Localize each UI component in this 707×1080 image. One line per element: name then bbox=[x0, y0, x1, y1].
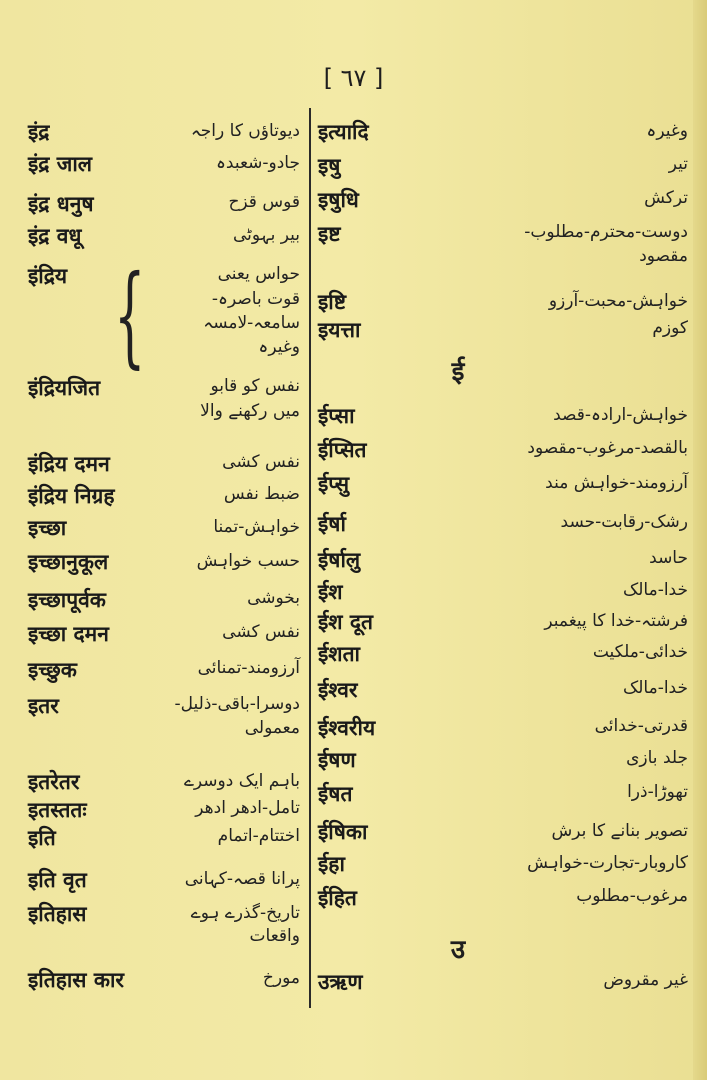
headword: इति वृत bbox=[28, 868, 87, 892]
headword: इतिहास bbox=[28, 902, 87, 926]
headword: ईश्वरीय bbox=[318, 716, 376, 740]
headword: ईहित bbox=[318, 886, 357, 910]
urdu-definition: معمولی bbox=[244, 718, 300, 738]
headword: इंद्रियजित bbox=[28, 376, 101, 400]
urdu-definition: نفس کو قابو bbox=[210, 376, 300, 396]
headword: इषु bbox=[318, 154, 341, 178]
urdu-definition: قدرتی-خدائی bbox=[594, 716, 688, 736]
urdu-definition: خدائی-ملکیت bbox=[592, 642, 688, 662]
urdu-definition: تصویر بنانے کا برش bbox=[551, 821, 688, 841]
headword: ईप्सु bbox=[318, 472, 350, 496]
headword: इतिहास कार bbox=[28, 968, 124, 992]
headword: ईशता bbox=[318, 642, 360, 666]
headword: इच्छानुकूल bbox=[28, 550, 109, 574]
section-letter: उ bbox=[450, 935, 466, 965]
dictionary-entry bbox=[318, 578, 688, 608]
urdu-definition: مورخ bbox=[262, 968, 300, 988]
headword: इंद्रिय bbox=[28, 264, 68, 288]
headword: ईप्सा bbox=[318, 404, 355, 428]
dictionary-entry bbox=[28, 514, 300, 544]
dictionary-entry bbox=[28, 374, 300, 421]
urdu-definition: خواہش-ارادہ-قصد bbox=[553, 405, 688, 425]
headword: इंद्रिय निग्रह bbox=[28, 484, 115, 508]
headword: ईषिका bbox=[318, 820, 368, 844]
dictionary-entry bbox=[28, 450, 300, 480]
dictionary-entry bbox=[318, 470, 688, 500]
headword: ईप्सित bbox=[318, 438, 367, 462]
headword: इच्छापूर्वक bbox=[28, 588, 106, 612]
urdu-definition: کاروبار-تجارت-خواہش bbox=[527, 853, 688, 873]
dictionary-entry bbox=[318, 546, 688, 576]
dictionary-entry bbox=[318, 510, 688, 540]
dictionary-entry bbox=[318, 746, 688, 776]
dictionary-entry bbox=[28, 692, 300, 738]
dictionary-entry bbox=[28, 824, 300, 854]
headword: उऋण bbox=[318, 970, 363, 994]
column-divider bbox=[309, 108, 311, 1008]
headword: ईश दूत bbox=[318, 610, 374, 634]
dictionary-entry bbox=[28, 796, 300, 826]
dictionary-entry bbox=[318, 968, 688, 998]
dictionary-entry bbox=[318, 714, 688, 744]
urdu-definition: واقعات bbox=[249, 926, 300, 946]
headword: ईर्षा bbox=[318, 512, 346, 536]
urdu-definition: تامل-ادھر ادھر bbox=[195, 798, 300, 818]
dictionary-entry bbox=[318, 436, 688, 466]
headword: इतरेतर bbox=[28, 770, 80, 794]
urdu-definition: خدا-مالک bbox=[623, 580, 688, 600]
dictionary-entry bbox=[28, 866, 300, 896]
urdu-definition: نفس کشی bbox=[222, 622, 300, 642]
dictionary-entry bbox=[28, 118, 300, 148]
page-number: [ ٦٧ ] bbox=[323, 64, 384, 92]
headword: इतस्ततः bbox=[28, 798, 87, 822]
dictionary-entry bbox=[318, 186, 688, 216]
headword: ईषत bbox=[318, 782, 353, 806]
headword: इषुधि bbox=[318, 188, 359, 212]
dictionary-entry bbox=[28, 900, 300, 946]
urdu-definition: غیر مقروض bbox=[603, 970, 688, 990]
headword: इच्छुक bbox=[28, 658, 77, 682]
urdu-definition: میں رکھنے والا bbox=[200, 401, 300, 421]
dictionary-entry bbox=[318, 608, 688, 638]
headword: इष्टि bbox=[318, 290, 347, 314]
headword: इंद्र वधू bbox=[28, 224, 82, 248]
urdu-definition: آرزومند-تمنائی bbox=[197, 658, 300, 678]
dictionary-entry bbox=[318, 676, 688, 706]
urdu-definition: سامعہ-لامسہ bbox=[203, 313, 300, 333]
urdu-definition: بخوشی bbox=[247, 588, 300, 608]
urdu-definition: ترکش bbox=[644, 188, 688, 208]
urdu-definition: تھوڑا-ذرا bbox=[627, 782, 688, 802]
urdu-definition: نفس کشی bbox=[222, 452, 300, 472]
urdu-definition: ضبط نفس bbox=[223, 484, 300, 504]
dictionary-entry bbox=[28, 222, 300, 252]
urdu-definition: دوسرا-باقی-ذلیل- bbox=[174, 694, 300, 714]
headword: इतर bbox=[28, 694, 59, 718]
urdu-definition: پرانا قصہ-کہانی bbox=[184, 869, 300, 889]
dictionary-entry bbox=[28, 482, 300, 512]
headword: इंद्रिय दमन bbox=[28, 452, 110, 476]
urdu-definition: آرزومند-خواہش مند bbox=[545, 473, 688, 493]
headword: इत्यादि bbox=[318, 120, 369, 144]
urdu-definition: مقصود bbox=[639, 246, 688, 266]
page-edge bbox=[693, 0, 707, 1080]
dictionary-entry bbox=[318, 850, 688, 880]
section-letter: ई bbox=[451, 357, 465, 387]
urdu-definition: حاسد bbox=[649, 548, 688, 568]
dictionary-entry bbox=[28, 620, 300, 650]
headword: ईषण bbox=[318, 748, 356, 772]
headword: ईहा bbox=[318, 852, 345, 876]
urdu-definition: فرشتہ-خدا کا پیغمبر bbox=[544, 611, 688, 631]
headword: ईश bbox=[318, 580, 343, 604]
urdu-definition: مرغوب-مطلوب bbox=[576, 886, 688, 906]
urdu-definition: دیوتاؤں کا راجہ bbox=[190, 121, 300, 141]
headword: इंद्र धनुष bbox=[28, 192, 94, 216]
dictionary-entry bbox=[28, 768, 300, 798]
urdu-definition: حواس یعنی bbox=[217, 264, 300, 284]
headword: इयत्ता bbox=[318, 318, 361, 342]
urdu-definition: خواہش-تمنا bbox=[213, 517, 300, 537]
urdu-definition: بیر بہوٹی bbox=[232, 225, 300, 245]
urdu-definition: وغیرہ bbox=[258, 337, 300, 357]
dictionary-entry bbox=[28, 190, 300, 220]
dictionary-entry bbox=[318, 288, 688, 318]
headword: इच्छा bbox=[28, 516, 67, 540]
dictionary-entry bbox=[318, 152, 688, 182]
urdu-definition: جلد بازی bbox=[626, 748, 688, 768]
brace-symbol: { bbox=[114, 251, 146, 379]
dictionary-entry bbox=[318, 640, 688, 670]
dictionary-entry bbox=[28, 262, 300, 357]
urdu-definition: وغیرہ bbox=[646, 121, 688, 141]
dictionary-entry bbox=[318, 818, 688, 848]
urdu-definition: رشک-رقابت-حسد bbox=[560, 512, 688, 532]
urdu-definition: قوس قزح bbox=[228, 192, 300, 212]
headword: ईर्षालु bbox=[318, 548, 361, 572]
dictionary-entry bbox=[28, 586, 300, 616]
headword: इच्छा दमन bbox=[28, 622, 109, 646]
dictionary-entry bbox=[28, 966, 300, 996]
dictionary-entry bbox=[318, 220, 688, 266]
dictionary-entry bbox=[28, 548, 300, 578]
headword: ईश्वर bbox=[318, 678, 358, 702]
headword: इति bbox=[28, 826, 56, 850]
urdu-definition: دوست-محترم-مطلوب- bbox=[524, 222, 688, 242]
headword: इंद्र bbox=[28, 120, 50, 144]
urdu-definition: خدا-مالک bbox=[623, 678, 688, 698]
urdu-definition: کوزم bbox=[652, 318, 688, 338]
urdu-definition: خواہش-محبت-آرزو bbox=[548, 291, 688, 311]
urdu-definition: جادو-شعبدہ bbox=[215, 153, 300, 173]
urdu-definition: بالقصد-مرغوب-مقصود bbox=[527, 438, 688, 458]
urdu-definition: تاریخ-گذرے ہوے bbox=[190, 903, 300, 923]
urdu-definition: باہم ایک دوسرے bbox=[183, 771, 300, 791]
dictionary-entry bbox=[28, 656, 300, 686]
headword: इष्ट bbox=[318, 222, 341, 246]
dictionary-entry bbox=[318, 118, 688, 148]
urdu-definition: تیر bbox=[668, 154, 688, 174]
urdu-definition: اختتام-اتمام bbox=[217, 826, 300, 846]
dictionary-entry bbox=[318, 316, 688, 346]
dictionary-entry bbox=[318, 884, 688, 914]
dictionary-entry bbox=[318, 402, 688, 432]
dictionary-entry bbox=[318, 780, 688, 810]
urdu-definition: قوت باصرہ- bbox=[211, 289, 300, 309]
dictionary-entry bbox=[28, 150, 300, 180]
urdu-definition: حسب خواہش bbox=[196, 551, 300, 571]
headword: इंद्र जाल bbox=[28, 152, 93, 176]
